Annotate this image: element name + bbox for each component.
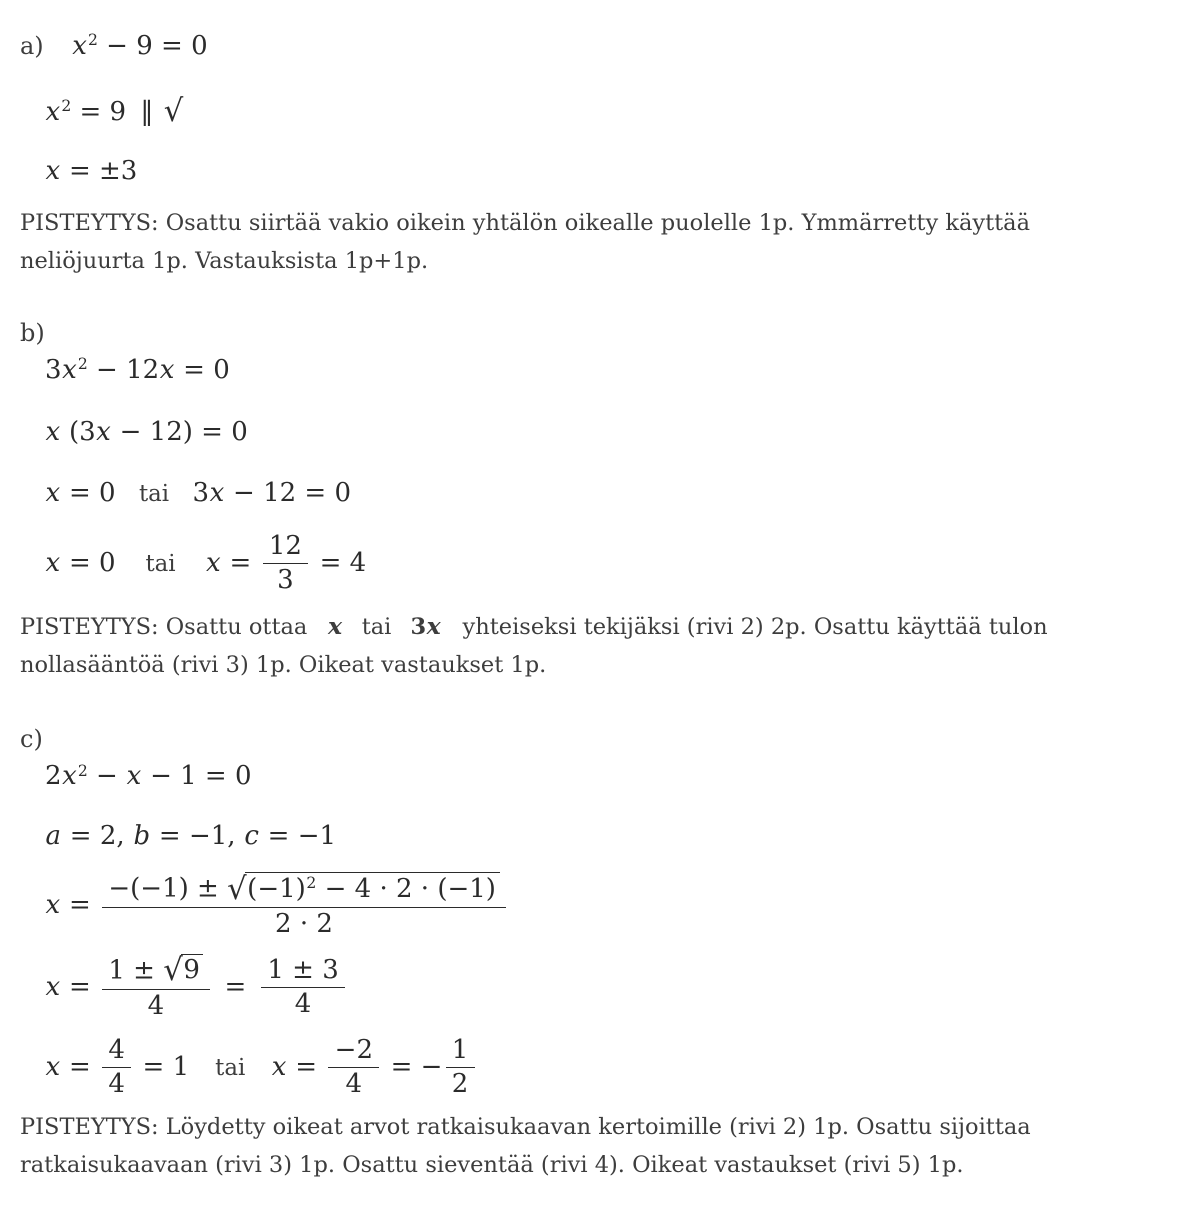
math-text: 1 ± [108,955,164,986]
exponent: 2 [306,874,317,893]
fraction-denominator [269,908,339,940]
math-text: 3 [277,565,294,596]
math-variable: x [45,1051,61,1082]
fraction-numerator [102,872,506,908]
math-variable: x [45,890,61,921]
math-variable: x [45,96,61,127]
section-c [20,724,1142,1184]
fraction-numerator [446,1036,475,1069]
math-text: − 12 = 0 [224,478,352,509]
math-text: 4 [294,989,312,1020]
math-text: PISTEYTYS: Löydetty oikeat arvot ratkaisukaavan kertoimille (rivi 2) 1p. Osattu sijoittaa ratkaisukaavaan (rivi 3) 1p. Osattu sieventää (rivi 4). Oikeat vastaukset (rivi 5) 1p. [20,1113,1031,1179]
math-variable: x [62,355,77,386]
fraction [102,1036,131,1100]
math-text: −2 [334,1034,373,1065]
math-variable: x [72,31,87,61]
fraction-numerator [328,1036,379,1069]
square-root [227,872,499,905]
math-text: = 0 [60,478,116,509]
math-text: 4 [147,990,165,1021]
section-a [20,30,1142,280]
math-variable: x [426,611,441,640]
equation-a-2 [45,96,1142,129]
math-text: 3 [410,613,427,640]
math-text: 1 ± 3 [267,954,339,985]
math-text: − 4 · 2 · (−1) [316,873,496,904]
math-variable: b [133,820,151,851]
or-connective: tai [138,481,170,508]
radical-icon: √ [163,94,184,130]
math-variable: x [209,478,225,509]
math-text: = −1, [150,820,244,851]
math-variable: x [96,416,111,447]
math-text: PISTEYTYS: Osattu ottaa [20,613,308,640]
math-text: yhteiseksi tekijäksi (rivi 2) 2p. Osattu käyttää tulon nollasääntöä (rivi 3) 1p. Oikeat vastaukset 1p. [20,613,1048,679]
equation-b-2 [45,416,1142,449]
equation-c-5 [45,1036,1142,1100]
equation-a-3 [45,155,1142,188]
fraction [263,532,309,596]
equation-c-4 [45,954,1142,1022]
math-text: 1 [451,1034,469,1065]
fraction-numerator [261,956,345,989]
math-group [410,611,442,640]
fraction [261,956,345,1020]
math-text: 3 [45,355,62,386]
equation-c-3 [45,872,1142,940]
math-text: 2 [45,761,62,792]
math-variable: x [45,547,61,578]
equation-b-3 [45,477,1142,510]
section-b [20,318,1142,684]
equation-a-1 [72,30,208,63]
section-label-b: b) [20,319,45,348]
math-text: = 2, [61,820,133,851]
radicand [181,954,203,986]
math-variable: x [126,761,142,792]
equation-c-2 [45,820,1142,853]
exponent: 2 [87,31,98,50]
equation-b-1 [45,354,1142,387]
math-text: tai [361,613,392,640]
math-text: = [224,971,247,1002]
math-variable: x [45,971,61,1002]
fraction-denominator [446,1068,475,1100]
math-variable: x [45,156,61,187]
exponent: 2 [77,761,88,780]
fraction [102,954,210,1022]
math-variable: x [206,547,221,578]
math-text: = [60,971,100,1002]
fraction-denominator [289,988,318,1020]
math-text: 4 [345,1069,363,1100]
math-variable: x [271,1051,287,1082]
fraction-numerator [102,1036,131,1069]
math-text: 9 [183,955,200,986]
square-root [164,96,184,129]
math-text: = [221,547,260,578]
radicand [245,872,499,904]
math-solutions-document [20,30,1142,1184]
math-text: 4 [108,1069,125,1100]
math-text: = 0 [60,547,116,578]
math-text: 2 [451,1069,469,1100]
fraction-denominator [102,1068,131,1100]
fraction-numerator [102,954,210,990]
equation-c-1 [45,760,1142,793]
math-text: = [60,1051,100,1082]
exponent: 2 [61,96,72,115]
math-variable: x [159,355,175,386]
math-text: 2 · 2 [275,909,333,940]
section-label-c: c) [20,725,43,754]
fraction [446,1036,475,1100]
math-text: − [87,761,127,792]
equation-b-4 [45,532,1142,596]
radical-icon: √ [163,953,183,989]
radical-icon: √ [227,871,247,907]
math-text: = −1 [259,820,337,851]
math-text: 3 [192,478,210,509]
math-text: (−1) [247,873,306,904]
math-text: = 0 [174,355,230,386]
fraction [102,872,506,940]
math-text: (3 [60,416,96,447]
math-text: −(−1) ± [108,873,228,904]
math-variable: x [328,611,343,640]
fraction [328,1036,379,1100]
section-a-heading-row [20,30,1142,63]
math-text: 4 [108,1034,125,1065]
fraction-numerator [263,532,309,565]
math-text: − 9 = 0 [97,31,208,61]
scoring-paragraph-a [20,204,1142,281]
square-root [163,954,203,987]
math-text: = [286,1051,326,1082]
math-variable: x [62,761,77,792]
fraction-denominator [339,1068,368,1100]
fraction-denominator [141,990,170,1022]
math-text: − 1 = 0 [141,761,252,792]
exponent: 2 [77,355,88,374]
or-connective: tai [145,550,176,577]
math-text: = − [382,1051,443,1082]
math-text: = 4 [311,547,367,578]
math-variable: x [45,416,61,447]
math-text: 12 [268,530,302,561]
section-label-a: a) [20,32,44,60]
math-text: PISTEYTYS: Osattu siirtää vakio oikein yhtälön oikealle puolelle 1p. Ymmärretty käyttää neliöjuurta 1p. Vastauksista 1p+1p. [20,209,1030,274]
section-label-row-b [20,318,1142,348]
math-text: − 12) = 0 [111,416,248,447]
apply-to-both-sides-bars: ‖ [140,96,154,127]
math-variable: a [45,820,62,851]
scoring-paragraph-b [20,606,1142,685]
math-text: = [60,890,100,921]
math-text: = ±3 [60,156,138,187]
math-text: = 9 [71,96,127,127]
math-variable: c [244,820,259,851]
section-label-row-c [20,724,1142,754]
scoring-paragraph-c [20,1108,1142,1185]
math-variable: x [45,478,61,509]
fraction-denominator [271,564,300,596]
math-text: − 12 [87,355,160,386]
math-text: = 1 [134,1051,190,1082]
or-connective: tai [215,1054,246,1081]
